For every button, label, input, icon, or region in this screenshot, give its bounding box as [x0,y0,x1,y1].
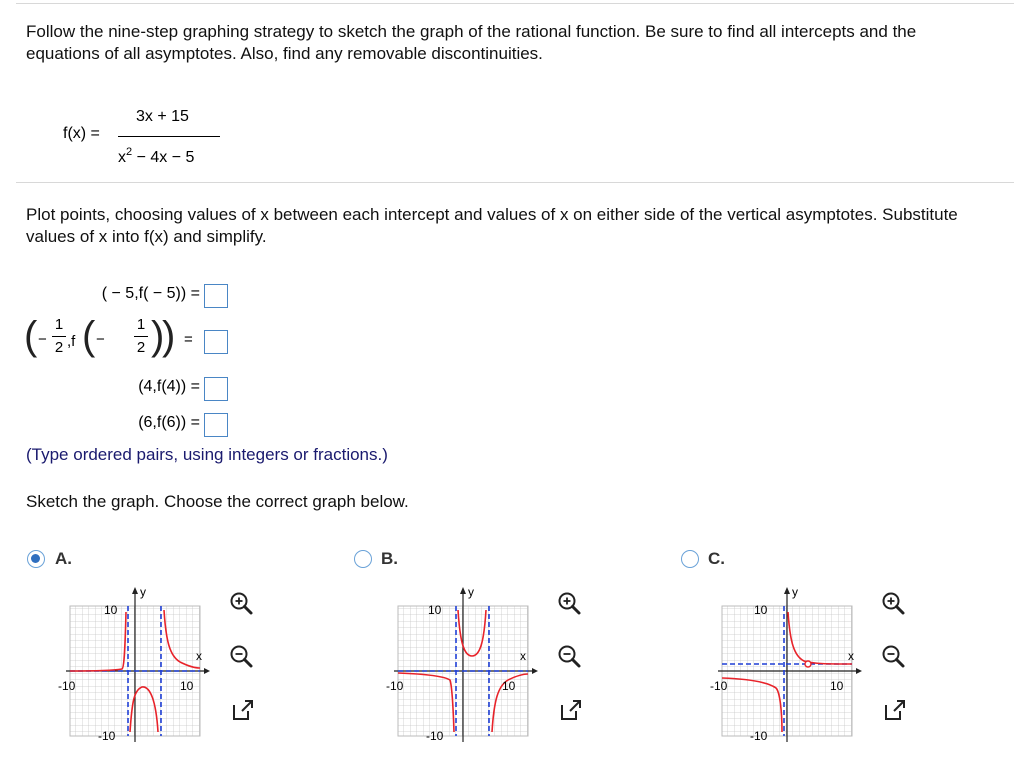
pair-1-label: ( − 5,f( − 5)) = [101,285,200,302]
pair-4-answer[interactable] [204,413,228,437]
comma-f: ,f [67,333,76,350]
y-label: y [140,585,146,599]
svg-text:y: y [792,585,798,599]
top-rule [16,3,1014,4]
graph-a [56,582,216,746]
function-lhs: f(x) = [63,125,100,142]
plot-instructions: Plot points, choosing values of x between each intercept and values of x on either side of the vertical asymptotes. Substitute values of x into f(x) and simplify. [26,205,958,246]
zoom-in-icon[interactable] [556,590,582,616]
frac1-bar [52,336,66,337]
svg-text:10: 10 [830,679,844,693]
frac2-num: 1 [136,316,146,333]
close-paren: ) [162,314,176,358]
y-min-label: -10 [98,729,116,743]
zoom-in-icon[interactable] [880,590,906,616]
minus-sign-2: − [96,331,105,348]
close-paren-2: ) [151,314,165,358]
pair-3-label: (4,f(4)) = [138,378,200,395]
frac2-den: 2 [136,339,146,356]
x-min-label: -10 [58,679,76,693]
open-paren-2: ( [82,314,96,358]
svg-text:x: x [848,649,854,663]
svg-text:10: 10 [754,603,768,617]
option-c-radio[interactable] [681,550,699,568]
function-numerator: 3x + 15 [136,108,189,125]
sketch-prompt: Sketch the graph. Choose the correct graph below. [26,492,409,511]
equals-sign: = [184,331,193,348]
svg-text:y: y [468,585,474,599]
svg-text:-10: -10 [710,679,728,693]
svg-text:-10: -10 [386,679,404,693]
removable-discontinuity [805,661,811,667]
svg-text:x: x [520,649,526,663]
minus-sign-1: − [38,331,47,348]
pair-1-answer[interactable] [204,284,228,308]
option-c-label[interactable]: C. [708,549,725,568]
svg-text:-10: -10 [750,729,768,743]
frac1-num: 1 [54,316,64,333]
pair-3-answer[interactable] [204,377,228,401]
graph-c [708,582,868,746]
expand-icon[interactable] [882,697,908,723]
function-denominator: $x^2 - 4x - 5$ [118,146,195,166]
zoom-in-icon[interactable] [228,590,254,616]
hint-text: (Type ordered pairs, using integers or fractions.) [26,445,388,464]
open-paren: ( [24,314,38,358]
expand-icon[interactable] [230,697,256,723]
x-label: x [196,649,202,663]
pair-2-answer[interactable] [204,330,228,354]
svg-text:-10: -10 [426,729,444,743]
frac1-den: 2 [54,339,64,356]
instructions-text: Follow the nine-step graphing strategy to sketch the graph of the rational function. Be sure to find all intercepts and the equations of all asymptotes. Also, find any removable discontinuities. [26,22,917,63]
fraction-bar [118,136,220,137]
zoom-out-icon[interactable] [556,643,582,669]
x-max-label: 10 [180,679,194,693]
pair-4-label: (6,f(6)) = [138,414,200,431]
option-a-radio[interactable] [27,550,45,568]
svg-text:10: 10 [428,603,442,617]
option-b-radio[interactable] [354,550,372,568]
y-max-label: 10 [104,603,118,617]
section-divider [16,182,1014,183]
svg-text:10: 10 [502,679,516,693]
frac2-bar [134,336,148,337]
option-b-label[interactable]: B. [381,549,398,568]
zoom-out-icon[interactable] [880,643,906,669]
graph-b [384,582,544,746]
zoom-out-icon[interactable] [228,643,254,669]
option-a-label[interactable]: A. [55,549,72,568]
expand-icon[interactable] [558,697,584,723]
